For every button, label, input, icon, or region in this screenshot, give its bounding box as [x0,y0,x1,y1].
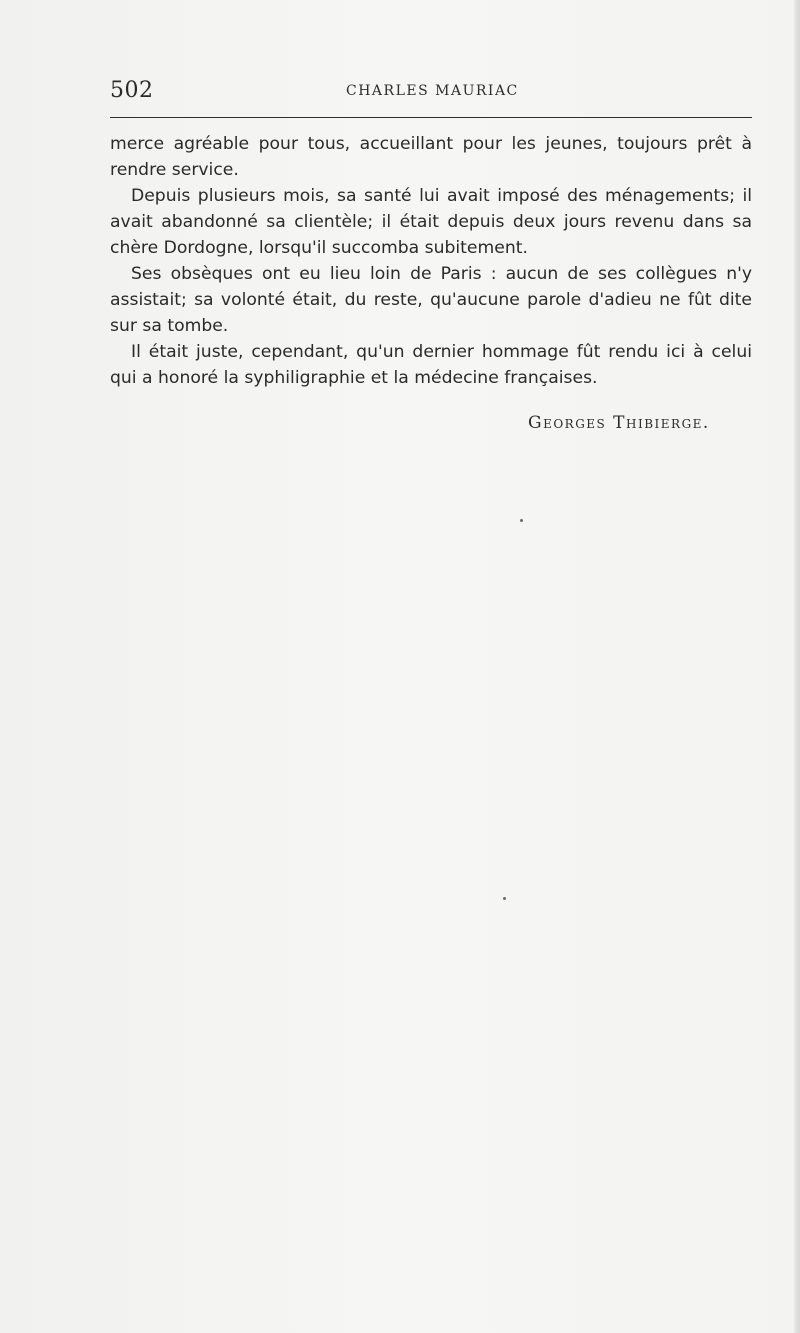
page-header [110,78,752,104]
paragraph-continued: merce agréable pour tous, accueillant pour les jeunes, toujours prêt à rendre service. [110,134,752,180]
body-text [110,131,752,391]
page-edge-shadow [794,0,800,1333]
paper-speck [503,897,506,900]
paragraph-funeral: Ses obsèques ont eu lieu loin de Paris : aucun de ses collègues n'y assistait; sa volonté était, du reste, qu'aucune parole d'adieu ne fût dite sur sa tombe. [110,264,752,336]
paper-speck [520,519,523,522]
running-head: CHARLES MAURIAC [346,83,519,99]
paragraph-health: Depuis plusieurs mois, sa santé lui avait imposé des ménagements; il avait abandonné sa clientèle; il était depuis deux jours revenu dans sa chère Dordogne, lorsqu'il succomba subitement. [110,186,752,258]
header-rule [110,117,752,118]
paragraph-homage: Il était juste, cependant, qu'un dernier hommage fût rendu ici à celui qui a honoré la syphiligraphie et la médecine françaises. [110,342,752,388]
author-signature: Georges Thibierge. [528,413,710,433]
page-number: 502 [110,78,154,103]
